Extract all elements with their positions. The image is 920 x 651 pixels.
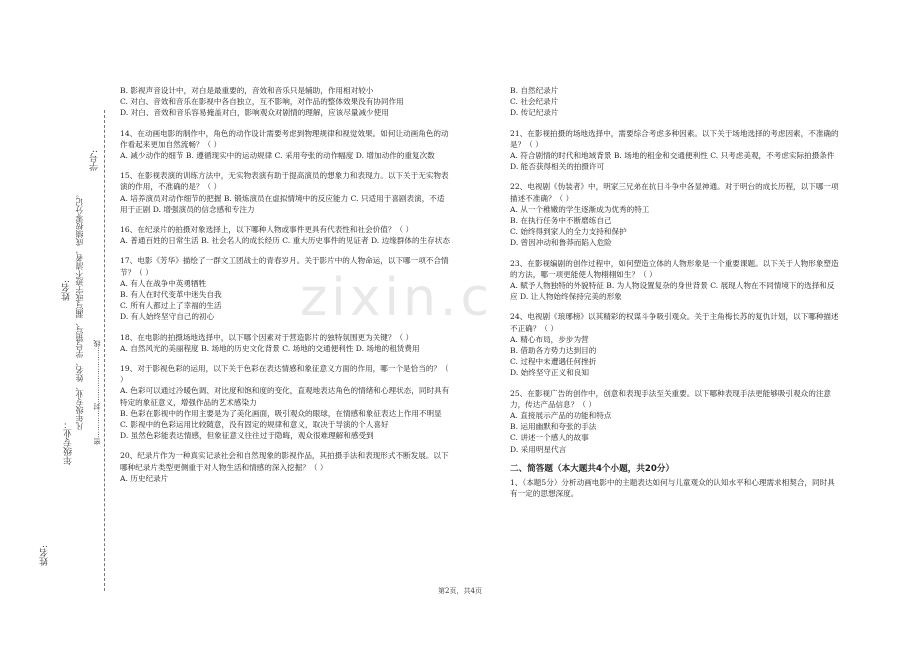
seal-dash-line xyxy=(104,110,105,591)
answer-option: A. 历史纪录片 xyxy=(120,473,169,483)
name-label: 姓名: xyxy=(62,280,72,302)
answer-option: A. 赋予人物独特的外貌特征 B. 为人物设置复杂的身世背景 C. 展现人物在不同情境下的选择和反应 D. 让人物始终保持完美的形象 xyxy=(510,281,835,302)
student-id-label: 学号: xyxy=(90,150,100,172)
question-stem: 21、在影视拍摄的场地选择中，需要综合考虑多种因素。以下关于场地选择的考虑因素，不准确的是？（ ） xyxy=(510,128,839,149)
question xyxy=(120,255,450,322)
answer-option: A. 自然风光的美丽程度 B. 场地的历史文化背景 C. 场地的交通便利性 D. 场地的租赁费用 xyxy=(120,343,420,353)
answer-option: B. 色彩在影视中的作用主要是为了美化画面，吸引观众的眼球，在情感和象征表达上作用不明显 xyxy=(120,408,442,418)
question xyxy=(510,128,840,173)
question-stem: 19、对于影视色彩的运用，以下关于色彩在表达情感和象征意义方面的作用，哪一个是恰当的？（ ） xyxy=(120,364,449,385)
question-stem: 24、电视剧《琅琊榜》以其精彩的权谋斗争吸引观众。关于主角梅长苏的复仇计划，以下哪种描述不正确？（ ） xyxy=(510,312,839,333)
grade-major-label: 年级专业： xyxy=(64,420,74,465)
answer-option: A. 直接展示产品的功能和特点 xyxy=(510,411,612,421)
watermark: zixin.c xyxy=(300,268,494,328)
question xyxy=(120,450,450,484)
answer-option: A. 色彩可以通过冷暖色调、对比度和饱和度的变化，直观地表达角色的情绪和心理状态，同时具有特定的象征意义，增强作品的艺术感染力 xyxy=(120,386,450,407)
grade-warning: 凡年级专业、姓名、学号错写、漏写或字迹不清者，成绩按零分记。 xyxy=(75,190,84,430)
question-stem: 15、在影视表演的训练方法中，无实物表演有助于提高演员的想象力和表现力。以下关于无实物表演的作用，不准确的是？（ ） xyxy=(120,171,449,192)
question xyxy=(510,85,840,119)
question xyxy=(120,170,450,215)
answer-option: A. 有人在战争中英勇牺牲 xyxy=(120,278,207,288)
answer-option: A. 普通百姓的日常生活 B. 社会名人的成长经历 C. 重大历史事件的见证者 D. 边缘群体的生存状态 xyxy=(120,236,450,246)
answer-option: C. 对白、音效和音乐在影视中各自独立，互不影响，对作品的整体效果没有协同作用 xyxy=(120,97,404,107)
answer-option: B. 影视声音设计中，对白是最重要的，音效和音乐只是辅助，作用相对较小 xyxy=(120,86,374,95)
answer-option: D. 对白、音效和音乐容易掩盖对白，影响观众对剧情的理解，应该尽量减少使用 xyxy=(120,108,389,118)
question-stem: 20、纪录片作为一种真实记录社会和自然现象的影视作品，其拍摄手法和表现形式不断发展。以下哪种纪录片类型更侧重于对人物生活和情感的深入挖掘？（ ） xyxy=(120,451,449,472)
question xyxy=(120,363,450,441)
answer-option: C. 影视中的色彩运用比较随意，没有固定的规律和意义，取决于导演的个人喜好 xyxy=(120,420,389,430)
question xyxy=(120,332,450,354)
binding-margin xyxy=(0,0,100,651)
answer-option: A. 减少动作的细节 B. 遵循现实中的运动规律 C. 采用夸张的动作幅度 D. 增加动作的重复次数 xyxy=(120,151,435,161)
answer-option: B. 运用幽默和夸张的手法 xyxy=(510,422,597,432)
answer-option: C. 所有人都过上了幸福的生活 xyxy=(120,301,222,311)
answer-option: B. 有人在时代变革中迷失自我 xyxy=(120,290,222,300)
answer-option: D. 虽然色彩能表达情感，但象征意义往往过于隐晦，观众很难理解和感受到 xyxy=(120,431,374,441)
answer-option: A. 培养演员对动作细节的把握 B. 锻炼演员在虚拟情境中的反应能力 C. 只适用于喜剧表演，不适用于正剧 D. 增强演员的信念感和专注力 xyxy=(120,193,445,214)
section-title: 二、简答题（本大题共4个小题，共20分） xyxy=(510,463,675,474)
answer-option: D. 有人始终坚守自己的初心 xyxy=(120,312,215,322)
question xyxy=(120,85,450,119)
answer-option: D. 始终坚守正义和良知 xyxy=(510,368,589,378)
question-stem: 14、在动画电影的制作中，角色的动作设计需要考虑到物理规律和视觉效果。如何让动画角色的动作看起来更加自然流畅？（ ） xyxy=(120,128,449,149)
answer-option: C. 社会纪录片 xyxy=(510,97,559,107)
question-stem: 17、电影《芳华》描绘了一群文工团战士的青春岁月。关于影片中的人物命运，以下哪一项不合情节？（ ） xyxy=(120,256,449,277)
answer-option: A. 符合剧情的时代和地域背景 B. 场地的租金和交通便利性 C. 只考虑美观，不考虑实际拍摄条件 D. 能否获得相关的拍摄许可 xyxy=(510,151,835,172)
left-column xyxy=(120,85,450,493)
answer-option: D. 曾因冲动和鲁莽而陷入危险 xyxy=(510,238,612,248)
question xyxy=(120,224,450,246)
question xyxy=(510,181,840,248)
answer-option: B. 借助各方势力达到目的 xyxy=(510,346,597,356)
answer-option: D. 采用明星代言 xyxy=(510,444,567,454)
question-stem: 18、在电影的拍摄场地选择中，以下哪个因素对于营造影片的独特氛围更为关键？（ ） xyxy=(120,332,414,342)
question-stem: 25、在影视广告的创作中，创意和表现手法至关重要。以下哪种表现手法更能够吸引观众的注意力，传达产品信息？（ ） xyxy=(510,388,832,409)
question-stem: 23、在影视编剧的创作过程中，如何塑造立体的人物形象是一个重要课题。以下关于人物形象塑造的方法，哪一项更能使人物栩栩如生？（ ） xyxy=(510,258,839,279)
cut-line-text: 密…………封……………………线 xyxy=(93,340,101,445)
answer-option: D. 传记纪录片 xyxy=(510,108,559,118)
question xyxy=(510,388,840,455)
answer-option: C. 讲述一个感人的故事 xyxy=(510,433,589,443)
question-stem: 16、在纪录片的拍摄对象选择上，以下哪种人物或事件更具有代表性和社会价值？（ ） xyxy=(120,225,414,235)
question xyxy=(510,311,840,378)
answer-option: C. 始终得到家人的全力支持和保护 xyxy=(510,227,627,237)
question-stem: 22、电视剧《伪装者》中，明家三兄弟在抗日斗争中各显神通。对于明台的成长历程，以下哪一项描述不准确？（ ） xyxy=(510,182,839,203)
question xyxy=(120,128,450,162)
page-footer: 第2页，共4页 xyxy=(438,587,482,595)
answer-option: B. 自然纪录片 xyxy=(510,86,559,95)
answer-option: A. 精心布局，步步为营 xyxy=(510,334,589,344)
short-answer-question: 1、（本题5分）分析动画电影中的主题表达如何与儿童观众的认知水平和心理需求相契合，同时具有一定的思想深度。 xyxy=(510,478,835,499)
answer-option: C. 过程中未遭遇任何挫折 xyxy=(510,357,597,367)
name-label-bottom: 姓名: xyxy=(40,545,50,567)
right-column xyxy=(510,85,840,509)
answer-option: A. 从一个稚嫩的学生逐渐成为优秀的特工 xyxy=(510,204,650,214)
question xyxy=(510,258,840,303)
answer-option: B. 在执行任务中不断磨练自己 xyxy=(510,216,612,226)
